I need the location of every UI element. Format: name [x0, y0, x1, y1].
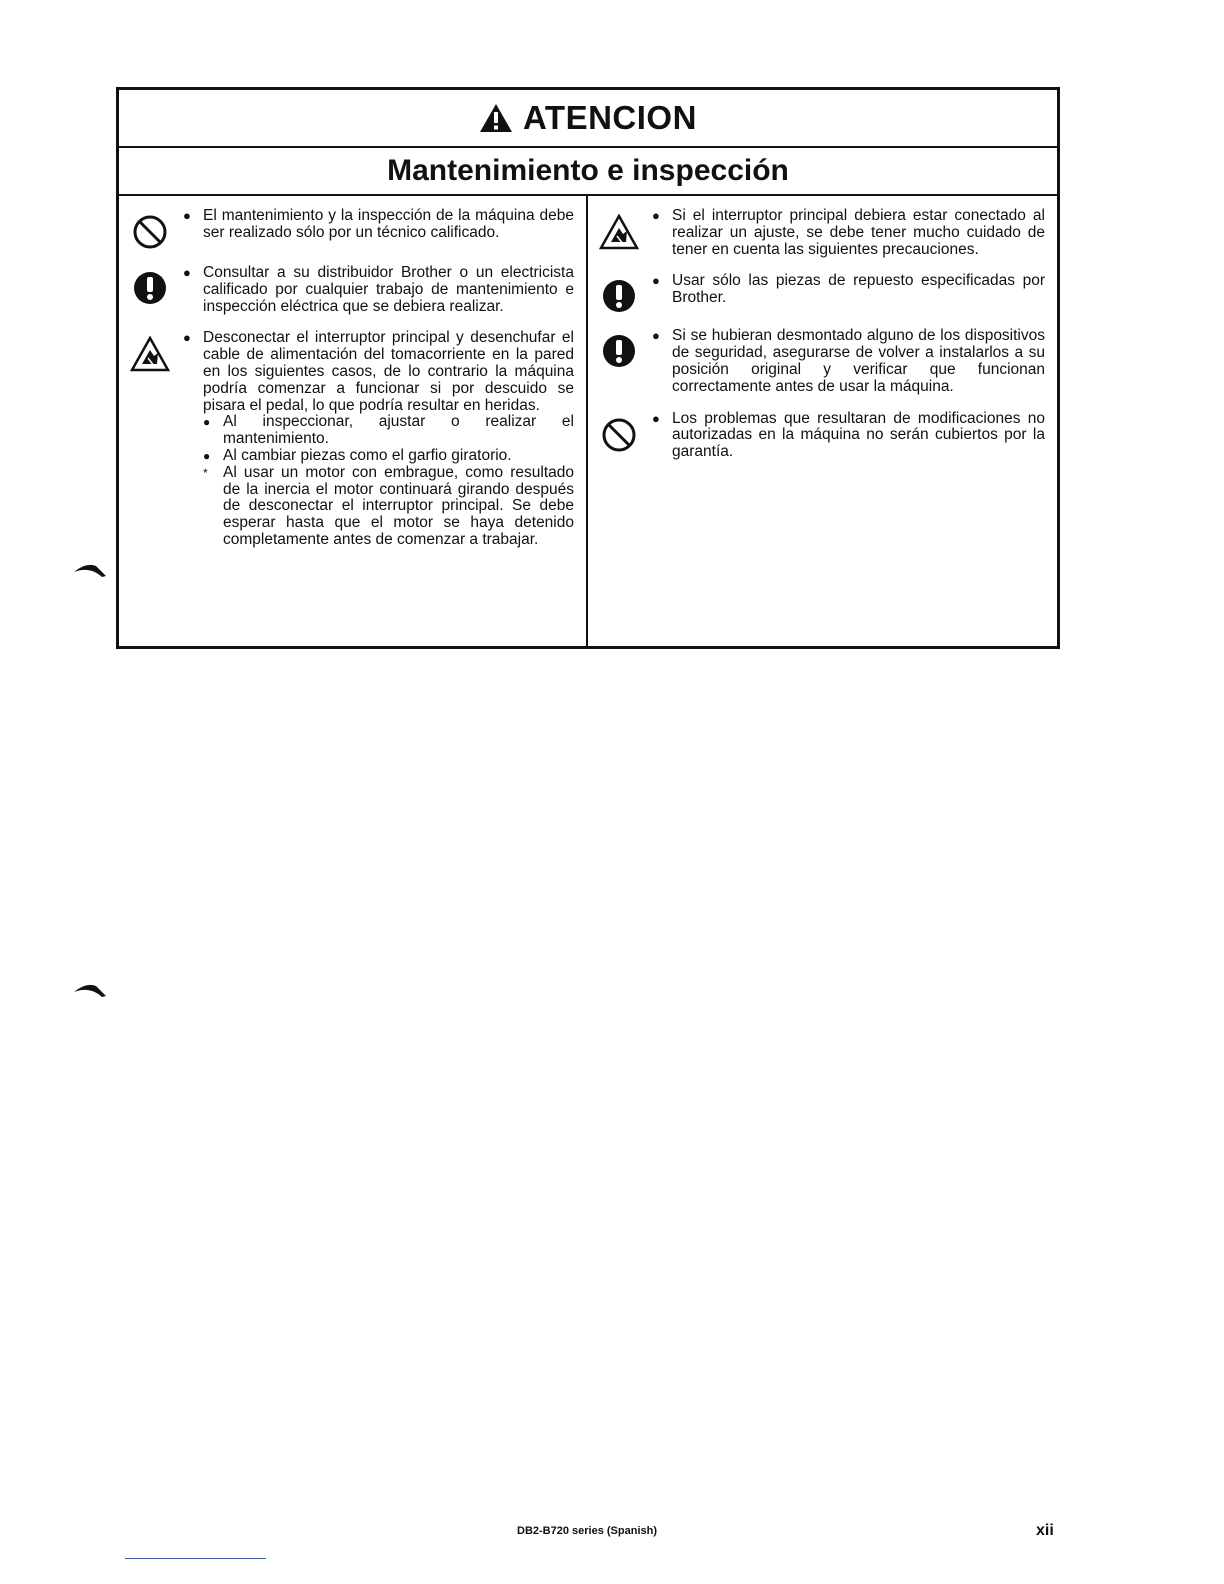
sub-item: * Al usar un motor con embrague, como resultado de la inercia el motor continuará girando después de desconectar el interruptor principal. Se debe esperar hasta que el motor se haya detenido completamente antes de comenzar a trabajar. [203, 463, 574, 548]
prohibition-icon [132, 214, 168, 250]
item-text: Usar sólo las piezas de repuesto especificadas por Brother. [672, 272, 1045, 307]
item-text: Si se hubieran desmontado alguno de los dispositivos de seguridad, asegurarse de volver a instalarlos a su posición original y verificar que funcionan correctamente antes de usar la máquina. [672, 327, 1045, 395]
binding-mark-icon [72, 562, 110, 580]
page-number: xii [1036, 1522, 1054, 1539]
item-text: Desconectar el interruptor principal y desenchufar el cable de alimentación del tomacorriente en la pared en los siguientes casos, de lo contrario la máquina podría comenzar a funcionar si por descuido se pisara el pedal, lo que podría resultar en heridas. [203, 329, 574, 414]
list-item: ● Usar sólo las piezas de repuesto especificadas por Brother. [588, 273, 1057, 313]
item-text: El mantenimiento y la inspección de la máquina debe ser realizado sólo por un técnico calificado. [203, 207, 574, 241]
item-text: Consultar a su distribuidor Brother o un electricista calificado por cualquier trabajo de mantenimiento e inspección eléctrica que se debiera realizar. [203, 264, 574, 315]
caution-box [116, 87, 1060, 649]
footer-series: DB2-B720 series (Spanish) [517, 1525, 657, 1537]
list-item: ● Los problemas que resultaran de modificaciones no autorizadas en la máquina no serán cubiertos por la garantía. [588, 411, 1057, 461]
hand-injury-warning-icon [130, 336, 170, 372]
section-header [119, 148, 1057, 196]
sub-item: ● Al inspeccionar, ajustar o realizar el mantenimiento. [203, 413, 574, 448]
sub-item-text: Al inspeccionar, ajustar o realizar el mantenimiento. [223, 413, 574, 448]
binding-mark-icon [72, 982, 110, 1000]
list-item: ● El mantenimiento y la inspección de la máquina debe ser realizado sólo por un técnico calificado. [119, 208, 586, 250]
section-title: Mantenimiento e inspección [387, 154, 789, 187]
item-text: Si el interruptor principal debiera estar conectado al realizar un ajuste, se debe tener mucho cuidado de tener en cuenta las siguientes precauciones. [672, 207, 1045, 258]
list-item: ● Si el interruptor principal debiera estar conectado al realizar un ajuste, se debe tener mucho cuidado de tener en cuenta las siguientes precauciones. [588, 208, 1057, 258]
attention-title: ATENCION [523, 99, 697, 136]
warning-triangle-icon [479, 103, 513, 133]
sub-item-text: Al cambiar piezas como el garfio giratorio. [223, 446, 512, 464]
attention-header [119, 90, 1057, 148]
sub-item-text: Al usar un motor con embrague, como resultado de la inercia el motor continuará girando después de desconectar el interruptor principal. Se debe esperar hasta que el motor se haya detenido completamente antes de comenzar a trabajar. [223, 463, 574, 548]
list-item: ● Desconectar el interruptor principal y desenchufar el cable de alimentación del tomacorriente en la pared en los siguientes casos, de lo contrario la máquina podría comenzar a funcionar si por descuido se pisara el pedal, lo que podría resultar en heridas. ● Al inspeccionar, ajustar o realizar el mantenimiento. ● Al cambiar piezas como el garfio giratorio. * Al usar un motor con embrague, como resultado de la inercia el motor continuará girando después de desconectar el interruptor principal. Se debe esperar hasta que el motor se haya detenido completamente antes de comenzar a trabajar. [119, 330, 586, 548]
hand-injury-warning-icon [599, 214, 639, 250]
list-item: ● Si se hubieran desmontado alguno de los dispositivos de seguridad, asegurarse de volver a instalarlos a su posición original y verificar que funcionan correctamente antes de usar la máquina. [588, 328, 1057, 395]
mandatory-action-icon [133, 271, 167, 305]
footer-rule [125, 1558, 266, 1559]
right-column [588, 196, 1057, 646]
mandatory-action-icon [602, 334, 636, 368]
item-text: Los problemas que resultaran de modificaciones no autorizadas en la máquina no serán cubiertos por la garantía. [672, 409, 1045, 461]
mandatory-action-icon [602, 279, 636, 313]
list-item: ● Consultar a su distribuidor Brother o un electricista calificado por cualquier trabajo de mantenimiento e inspección eléctrica que se debiera realizar. [119, 265, 586, 315]
sub-item: ● Al cambiar piezas como el garfio giratorio. [203, 446, 512, 464]
prohibition-icon [601, 417, 637, 453]
left-column [119, 196, 588, 646]
